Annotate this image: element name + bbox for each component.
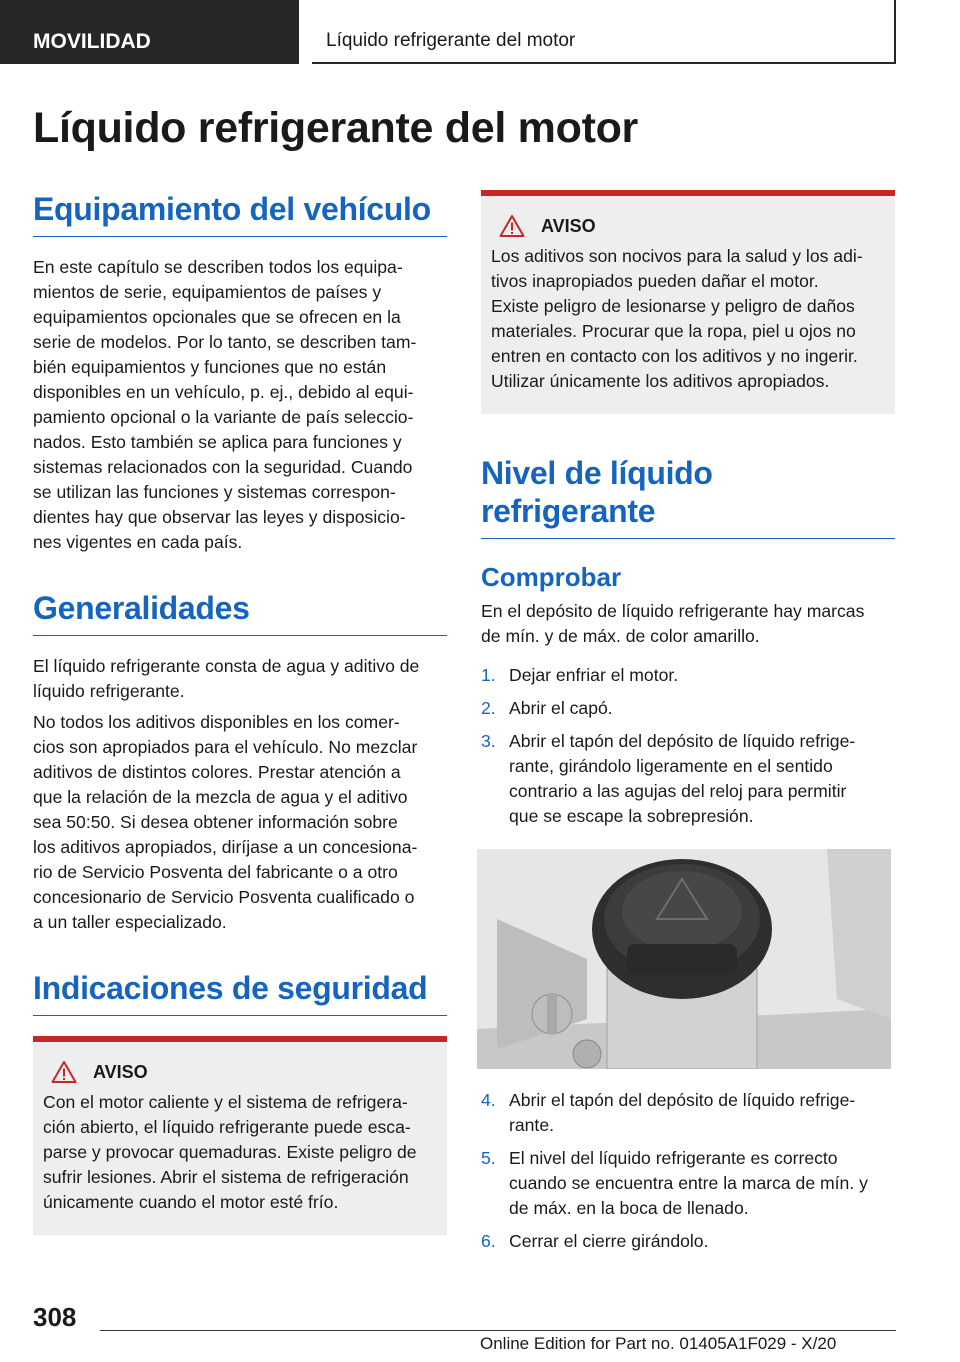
list-item: 4. Abrir el tapón del depósito de líquido refrige‐ rante. [481,1090,856,1135]
heading-nivel: Nivel de líquido refrigerante [481,454,895,539]
general-paragraph-1: El líquido refrigerante consta de agua y aditivo de líquido refrigerante. [33,656,420,701]
heading-generalidades: Generalidades [33,589,447,636]
steps-list-b [481,1088,895,1254]
warning-text: Los aditivos son nocivos para la salud y los adi‐ tivos inapropiados pueden dañar el motor. Existe peligro de lesionarse y peligro de daños materiales. Procurar que la ropa, piel u ojos no entren en contacto con los aditivos y no ingerir. Utilizar únicamente los aditivos apropiados. [491,246,863,391]
page-title: Líquido refrigerante del motor [33,104,638,152]
warning-triangle-icon [499,214,525,238]
warning-box-safety [33,1036,447,1235]
list-item: 6. Cerrar el cierre girándolo. [481,1231,709,1251]
footer-divider [100,1330,896,1331]
check-intro: En el depósito de líquido refrigerante hay marcas de mín. y de máx. de color amarillo. [481,601,865,646]
warning-box-additives [481,190,895,414]
heading-seguridad: Indicaciones de seguridad [33,969,447,1016]
warning-title: AVISO [541,215,596,236]
section-tab [0,0,299,64]
section-label: MOVILIDAD [33,30,151,53]
list-item: 2. Abrir el capó. [481,698,613,718]
general-paragraph-2: No todos los aditivos disponibles en los comer‐ cios son apropiados para el vehículo. No mezclar aditivos de distintos colores. Prestar atención a que la relación de la mezcla de agua y el aditivo sea 50:50. Si desea obtener información sobre los aditivos apropiados, diríjase a un concesiona‐ rio de Servicio Posventa del fabricante o a otro concesionario de Servicio Posventa cualificado o a un taller especializado. [33,712,418,932]
right-column [481,190,895,1262]
page-number: 308 [33,1302,77,1332]
footer-edition: Online Edition for Part no. 01405A1F029 - X/20 [480,1334,837,1353]
steps-list-a [481,663,895,829]
warning-triangle-icon [51,1060,77,1084]
list-item: 5. El nivel del líquido refrigerante es correcto cuando se encuentra entre la marca de mín. y de máx. en la boca de llenado. [481,1148,868,1218]
list-item: 1. Dejar enfriar el motor. [481,665,679,685]
coolant-cap-photo [477,849,891,1069]
list-item: 3. Abrir el tapón del depósito de líquido refrige‐ rante, girándolo ligeramente en el sentido contrario a las agujas del reloj para permitir que se escape la sobrepresión. [481,731,856,826]
warning-text: Con el motor caliente y el sistema de refrigera‐ ción abierto, el líquido refrigerante puede esca‐ parse y provocar quemaduras. Existe peligro de sufrir lesiones. Abrir el sistema de refrigeración únicamente cuando el motor esté frío. [43,1092,417,1212]
chapter-label: Líquido refrigerante del motor [326,30,576,51]
warning-title: AVISO [93,1061,148,1082]
chapter-header [312,0,896,64]
heading-comprobar: Comprobar [481,562,622,592]
equip-paragraph: En este capítulo se describen todos los equipa‐ mientos de serie, equipamientos de países y equipamientos opcionales que se ofrecen en la serie de modelos. Por lo tanto, se describen tam‐ bién equipamientos y funciones que no están disponibles en un vehículo, p. ej., debido al equi‐ pamiento opcional o la variante de país seleccio‐ nados. Esto también se aplica para funciones y sistemas relacionados con la seguridad. Cuando se utilizan las funciones y sistemas correspon‐ dientes hay que observar las leyes y disposicio‐ nes vigentes en cada país. [33,257,417,552]
heading-equipamiento: Equipamiento del vehículo [33,190,447,237]
left-column [33,190,447,1235]
